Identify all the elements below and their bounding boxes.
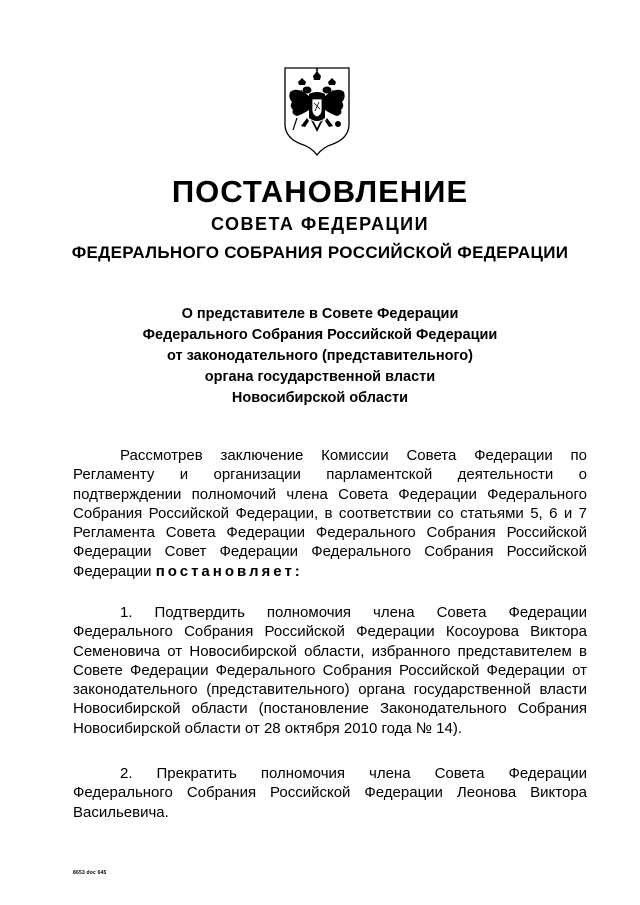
item-2-text: 2. Прекратить полномочия члена Совета Федерации Федерального Собрания Российской Федерации Леонова Виктора Васильевича.	[73, 765, 587, 821]
document-code: 8653 doc 645	[73, 870, 107, 876]
heading-line: Новосибирской области	[231, 390, 409, 406]
resolves-word: постановляет	[155, 562, 295, 580]
preamble-paragraph	[73, 446, 587, 581]
issuer-line-1: СОВЕТА ФЕДЕРАЦИИ	[210, 214, 430, 234]
preamble-text: Рассмотрев заключение Комиссии Совета Федерации по Регламенту и организации парламентской деятельности о подтверждении полномочий члена Совета Федерации Федерального Собрания Российской Федерации, в соответствии со статьями 5, 6 и 7 Регламента Совета Федерации Федерального Собрания Российской Федерации Совет Федерации Федерального Собрания Российской Федерации	[73, 447, 587, 580]
document-heading	[0, 304, 640, 409]
russian-coat-of-arms-icon	[283, 66, 351, 156]
issuer-line-2: ФЕДЕРАЛЬНОГО СОБРАНИЯ РОССИЙСКОЙ ФЕДЕРАЦИИ	[71, 243, 569, 262]
document-title: ПОСТАНОВЛЕНИЕ	[171, 174, 469, 209]
item-1-text: 1. Подтвердить полномочия члена Совета Федерации Федерального Собрания Российской Федерации Косоурова Виктора Семеновича от Новосибирской области, избранного представителем в Совете Федерации Федерального Собрания Российской Федерации от законодательного (представительного) органа государственной власти Новосибирской области (постановление Законодательного Собрания Новосибирской области от 28 октября 2010 года № 14).	[73, 604, 587, 737]
heading-line: от законодательного (представительного)	[167, 348, 473, 364]
resolves-colon: :	[294, 562, 303, 580]
heading-line: Федерального Собрания Российской Федерации	[142, 327, 498, 343]
heading-line: органа государственной власти	[204, 369, 436, 385]
heading-line: О представителе в Совете Федерации	[181, 306, 459, 322]
item-2-paragraph	[73, 764, 587, 822]
item-1-paragraph	[73, 603, 587, 738]
